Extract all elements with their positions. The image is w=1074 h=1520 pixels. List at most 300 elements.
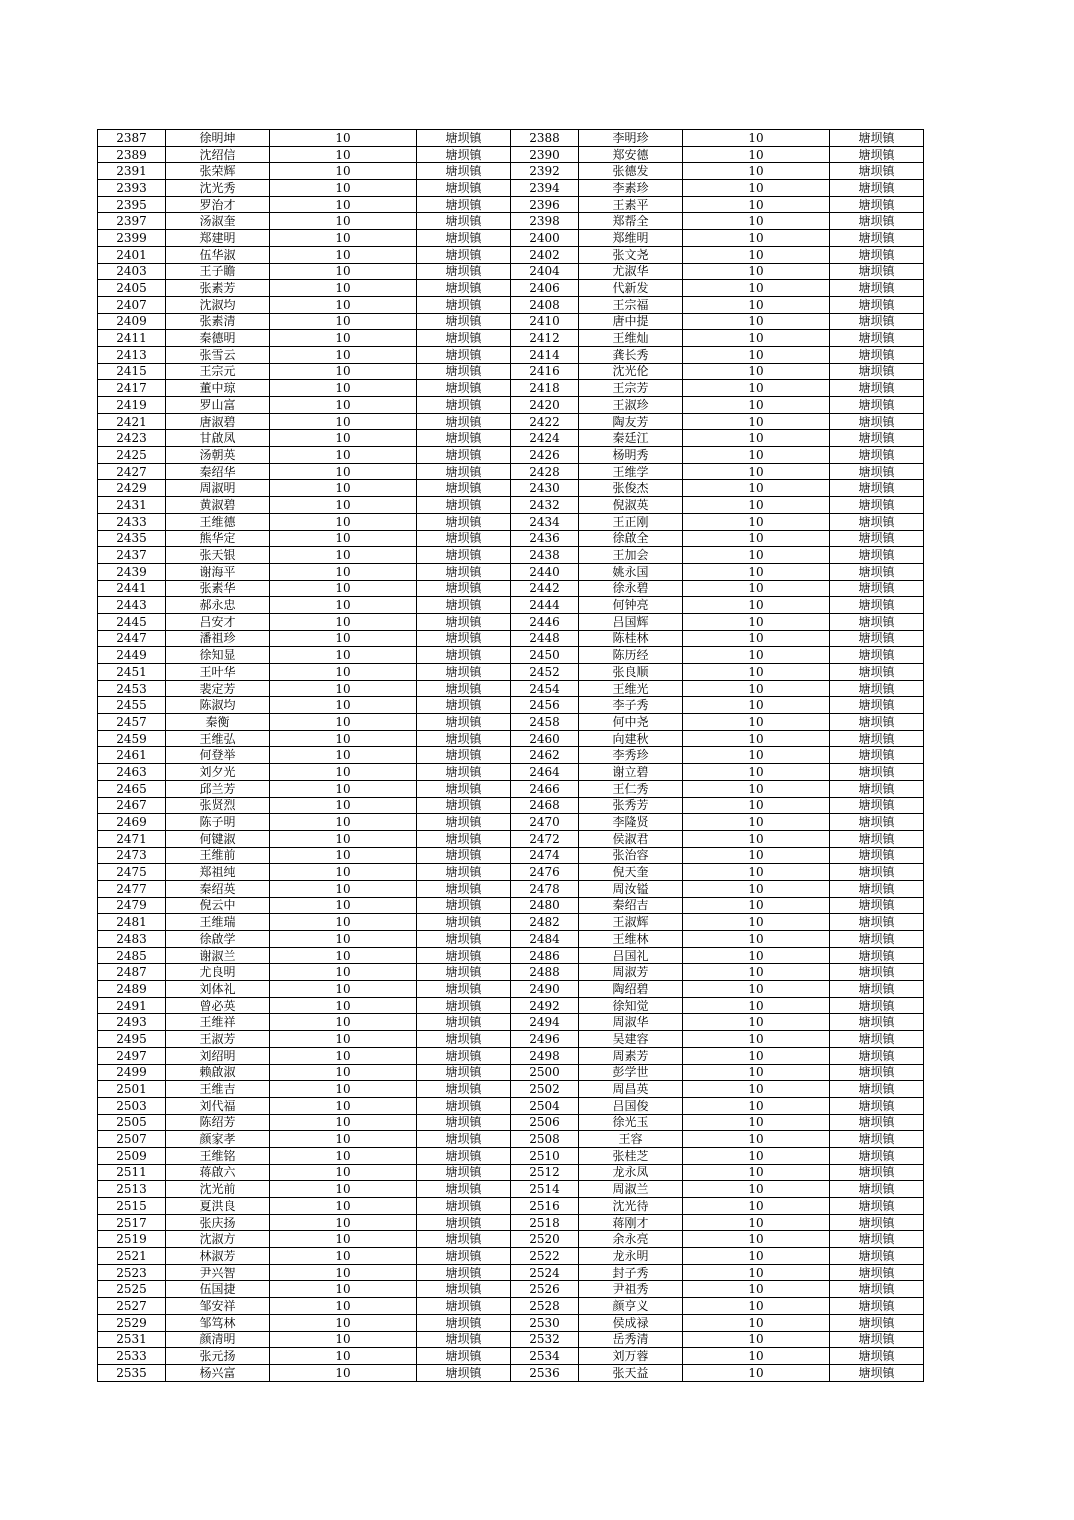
cell-id: 2400 <box>511 230 579 247</box>
cell-amount: 10 <box>683 246 830 263</box>
cell-name: 徐光玉 <box>579 1114 683 1131</box>
cell-amount: 10 <box>683 847 830 864</box>
cell-name: 吕国辉 <box>579 613 683 630</box>
cell-town: 塘坝镇 <box>417 296 511 313</box>
table-row <box>98 847 924 864</box>
table-row <box>98 1064 924 1081</box>
cell-town: 塘坝镇 <box>830 196 924 213</box>
cell-id: 2424 <box>511 430 579 447</box>
table-row <box>98 580 924 597</box>
cell-amount: 10 <box>683 1264 830 1281</box>
cell-amount: 10 <box>683 747 830 764</box>
cell-name: 王叶华 <box>166 664 270 681</box>
cell-town: 塘坝镇 <box>417 1031 511 1048</box>
table-row <box>98 730 924 747</box>
cell-name: 邹安祥 <box>166 1298 270 1315</box>
cell-town: 塘坝镇 <box>830 497 924 514</box>
cell-amount: 10 <box>270 280 417 297</box>
cell-id: 2476 <box>511 864 579 881</box>
cell-town: 塘坝镇 <box>830 1097 924 1114</box>
table-row <box>98 1081 924 1098</box>
cell-town: 塘坝镇 <box>830 380 924 397</box>
table-row <box>98 1364 924 1381</box>
cell-town: 塘坝镇 <box>830 630 924 647</box>
cell-id: 2478 <box>511 880 579 897</box>
table-row <box>98 1047 924 1064</box>
cell-name: 陈历经 <box>579 647 683 664</box>
cell-town: 塘坝镇 <box>417 246 511 263</box>
cell-amount: 10 <box>270 330 417 347</box>
cell-town: 塘坝镇 <box>830 363 924 380</box>
cell-id: 2485 <box>98 947 166 964</box>
cell-amount: 10 <box>270 580 417 597</box>
cell-town: 塘坝镇 <box>417 747 511 764</box>
cell-name: 黄淑碧 <box>166 497 270 514</box>
cell-name: 李隆贤 <box>579 814 683 831</box>
cell-id: 2419 <box>98 397 166 414</box>
cell-id: 2533 <box>98 1348 166 1365</box>
table-row <box>98 1114 924 1131</box>
table-row <box>98 1331 924 1348</box>
cell-town: 塘坝镇 <box>830 246 924 263</box>
cell-id: 2461 <box>98 747 166 764</box>
cell-amount: 10 <box>270 680 417 697</box>
cell-amount: 10 <box>270 814 417 831</box>
cell-town: 塘坝镇 <box>417 697 511 714</box>
cell-amount: 10 <box>683 580 830 597</box>
cell-amount: 10 <box>270 213 417 230</box>
cell-id: 2470 <box>511 814 579 831</box>
cell-amount: 10 <box>683 563 830 580</box>
cell-id: 2503 <box>98 1097 166 1114</box>
cell-town: 塘坝镇 <box>830 1264 924 1281</box>
cell-amount: 10 <box>683 880 830 897</box>
cell-name: 张雪云 <box>166 346 270 363</box>
cell-name: 王加会 <box>579 547 683 564</box>
cell-town: 塘坝镇 <box>417 397 511 414</box>
cell-town: 塘坝镇 <box>417 1364 511 1381</box>
cell-amount: 10 <box>270 246 417 263</box>
cell-amount: 10 <box>270 1014 417 1031</box>
cell-id: 2394 <box>511 180 579 197</box>
cell-name: 蒋刚才 <box>579 1214 683 1231</box>
cell-town: 塘坝镇 <box>830 1164 924 1181</box>
cell-name: 唐淑碧 <box>166 413 270 430</box>
cell-town: 塘坝镇 <box>417 597 511 614</box>
cell-id: 2456 <box>511 697 579 714</box>
cell-town: 塘坝镇 <box>830 597 924 614</box>
roster-table <box>97 129 924 1382</box>
cell-town: 塘坝镇 <box>417 1047 511 1064</box>
cell-id: 2410 <box>511 313 579 330</box>
cell-amount: 10 <box>683 447 830 464</box>
cell-name: 倪天奎 <box>579 864 683 881</box>
cell-town: 塘坝镇 <box>417 163 511 180</box>
cell-id: 2416 <box>511 363 579 380</box>
cell-name: 沈光伦 <box>579 363 683 380</box>
table-row <box>98 563 924 580</box>
cell-amount: 10 <box>270 797 417 814</box>
table-row <box>98 864 924 881</box>
cell-name: 李子秀 <box>579 697 683 714</box>
table-row <box>98 463 924 480</box>
cell-town: 塘坝镇 <box>417 413 511 430</box>
cell-name: 王维瑞 <box>166 914 270 931</box>
cell-town: 塘坝镇 <box>830 780 924 797</box>
cell-amount: 10 <box>270 597 417 614</box>
cell-name: 张桂芝 <box>579 1147 683 1164</box>
cell-town: 塘坝镇 <box>830 130 924 147</box>
cell-id: 2463 <box>98 764 166 781</box>
cell-name: 王维前 <box>166 847 270 864</box>
cell-id: 2455 <box>98 697 166 714</box>
cell-amount: 10 <box>270 430 417 447</box>
cell-id: 2452 <box>511 664 579 681</box>
cell-amount: 10 <box>270 664 417 681</box>
cell-name: 杨兴富 <box>166 1364 270 1381</box>
cell-name: 张素清 <box>166 313 270 330</box>
cell-amount: 10 <box>270 697 417 714</box>
cell-name: 徐永碧 <box>579 580 683 597</box>
table-row <box>98 647 924 664</box>
cell-name: 秦廷江 <box>579 430 683 447</box>
cell-town: 塘坝镇 <box>417 981 511 998</box>
cell-id: 2490 <box>511 981 579 998</box>
cell-name: 邱兰芳 <box>166 780 270 797</box>
table-row <box>98 346 924 363</box>
cell-town: 塘坝镇 <box>830 180 924 197</box>
cell-name: 郑帮全 <box>579 213 683 230</box>
table-row <box>98 163 924 180</box>
cell-name: 尹祖秀 <box>579 1281 683 1298</box>
cell-town: 塘坝镇 <box>417 764 511 781</box>
cell-amount: 10 <box>683 613 830 630</box>
cell-amount: 10 <box>683 864 830 881</box>
cell-amount: 10 <box>683 430 830 447</box>
table-row <box>98 1131 924 1148</box>
cell-id: 2474 <box>511 847 579 864</box>
cell-town: 塘坝镇 <box>417 213 511 230</box>
cell-town: 塘坝镇 <box>417 263 511 280</box>
cell-id: 2395 <box>98 196 166 213</box>
cell-name: 王维学 <box>579 463 683 480</box>
cell-id: 2464 <box>511 764 579 781</box>
cell-name: 周淑兰 <box>579 1181 683 1198</box>
cell-town: 塘坝镇 <box>830 1214 924 1231</box>
cell-amount: 10 <box>270 463 417 480</box>
cell-amount: 10 <box>270 630 417 647</box>
cell-id: 2495 <box>98 1031 166 1048</box>
cell-name: 王维弘 <box>166 730 270 747</box>
cell-amount: 10 <box>270 230 417 247</box>
cell-name: 秦衡 <box>166 714 270 731</box>
table-row <box>98 547 924 564</box>
cell-id: 2502 <box>511 1081 579 1098</box>
cell-amount: 10 <box>683 1248 830 1265</box>
cell-id: 2422 <box>511 413 579 430</box>
table-row <box>98 180 924 197</box>
cell-id: 2528 <box>511 1298 579 1315</box>
cell-amount: 10 <box>683 296 830 313</box>
cell-name: 王仁秀 <box>579 780 683 797</box>
cell-name: 曾必英 <box>166 997 270 1014</box>
table-row <box>98 1097 924 1114</box>
table-row <box>98 714 924 731</box>
cell-town: 塘坝镇 <box>830 1198 924 1215</box>
cell-id: 2512 <box>511 1164 579 1181</box>
cell-town: 塘坝镇 <box>830 880 924 897</box>
cell-town: 塘坝镇 <box>830 931 924 948</box>
cell-id: 2397 <box>98 213 166 230</box>
cell-amount: 10 <box>683 146 830 163</box>
cell-amount: 10 <box>683 630 830 647</box>
cell-id: 2469 <box>98 814 166 831</box>
cell-town: 塘坝镇 <box>417 1081 511 1098</box>
cell-town: 塘坝镇 <box>417 530 511 547</box>
cell-name: 罗山富 <box>166 397 270 414</box>
cell-town: 塘坝镇 <box>417 1264 511 1281</box>
cell-id: 2399 <box>98 230 166 247</box>
cell-town: 塘坝镇 <box>417 647 511 664</box>
cell-id: 2451 <box>98 664 166 681</box>
cell-name: 张元扬 <box>166 1348 270 1365</box>
cell-id: 2530 <box>511 1314 579 1331</box>
cell-name: 罗治才 <box>166 196 270 213</box>
cell-town: 塘坝镇 <box>417 1014 511 1031</box>
cell-name: 彭学世 <box>579 1064 683 1081</box>
cell-amount: 10 <box>270 847 417 864</box>
cell-town: 塘坝镇 <box>417 630 511 647</box>
cell-amount: 10 <box>683 780 830 797</box>
cell-id: 2532 <box>511 1331 579 1348</box>
cell-town: 塘坝镇 <box>830 1064 924 1081</box>
cell-name: 张庆扬 <box>166 1214 270 1231</box>
cell-amount: 10 <box>683 513 830 530</box>
table-row <box>98 747 924 764</box>
cell-name: 张良顺 <box>579 664 683 681</box>
cell-amount: 10 <box>683 1281 830 1298</box>
cell-amount: 10 <box>270 1131 417 1148</box>
cell-id: 2509 <box>98 1147 166 1164</box>
cell-name: 郝永忠 <box>166 597 270 614</box>
cell-amount: 10 <box>270 714 417 731</box>
cell-town: 塘坝镇 <box>830 413 924 430</box>
cell-id: 2468 <box>511 797 579 814</box>
cell-amount: 10 <box>683 764 830 781</box>
cell-id: 2387 <box>98 130 166 147</box>
cell-id: 2515 <box>98 1198 166 1215</box>
cell-town: 塘坝镇 <box>830 747 924 764</box>
cell-town: 塘坝镇 <box>417 330 511 347</box>
cell-id: 2390 <box>511 146 579 163</box>
table-row <box>98 246 924 263</box>
cell-town: 塘坝镇 <box>830 480 924 497</box>
cell-town: 塘坝镇 <box>417 513 511 530</box>
cell-id: 2507 <box>98 1131 166 1148</box>
cell-town: 塘坝镇 <box>417 1281 511 1298</box>
cell-id: 2426 <box>511 447 579 464</box>
cell-amount: 10 <box>683 914 830 931</box>
cell-amount: 10 <box>683 597 830 614</box>
cell-town: 塘坝镇 <box>830 397 924 414</box>
cell-town: 塘坝镇 <box>830 764 924 781</box>
cell-amount: 10 <box>683 213 830 230</box>
cell-name: 吕国礼 <box>579 947 683 964</box>
cell-id: 2529 <box>98 1314 166 1331</box>
cell-name: 何键淑 <box>166 830 270 847</box>
cell-town: 塘坝镇 <box>417 880 511 897</box>
table-row <box>98 664 924 681</box>
cell-amount: 10 <box>683 346 830 363</box>
table-row <box>98 497 924 514</box>
cell-id: 2483 <box>98 931 166 948</box>
cell-amount: 10 <box>270 130 417 147</box>
cell-id: 2498 <box>511 1047 579 1064</box>
table-row <box>98 630 924 647</box>
cell-name: 陶友芳 <box>579 413 683 430</box>
cell-town: 塘坝镇 <box>417 797 511 814</box>
cell-name: 尹兴智 <box>166 1264 270 1281</box>
cell-id: 2418 <box>511 380 579 397</box>
cell-town: 塘坝镇 <box>830 230 924 247</box>
cell-name: 潘祖珍 <box>166 630 270 647</box>
cell-name: 徐明坤 <box>166 130 270 147</box>
cell-amount: 10 <box>683 497 830 514</box>
cell-id: 2447 <box>98 630 166 647</box>
cell-id: 2489 <box>98 981 166 998</box>
cell-name: 周淑芳 <box>579 964 683 981</box>
table-row <box>98 1031 924 1048</box>
cell-id: 2398 <box>511 213 579 230</box>
cell-name: 王维吉 <box>166 1081 270 1098</box>
cell-amount: 10 <box>270 1047 417 1064</box>
cell-id: 2465 <box>98 780 166 797</box>
cell-name: 徐啟全 <box>579 530 683 547</box>
cell-town: 塘坝镇 <box>417 680 511 697</box>
cell-id: 2506 <box>511 1114 579 1131</box>
cell-id: 2496 <box>511 1031 579 1048</box>
table-row <box>98 230 924 247</box>
cell-amount: 10 <box>270 1331 417 1348</box>
table-row <box>98 697 924 714</box>
cell-amount: 10 <box>683 230 830 247</box>
cell-name: 周素芳 <box>579 1047 683 1064</box>
cell-id: 2511 <box>98 1164 166 1181</box>
cell-town: 塘坝镇 <box>830 897 924 914</box>
table-row <box>98 1281 924 1298</box>
cell-name: 汤朝英 <box>166 447 270 464</box>
cell-town: 塘坝镇 <box>417 664 511 681</box>
cell-amount: 10 <box>683 1047 830 1064</box>
cell-name: 王素平 <box>579 196 683 213</box>
cell-id: 2479 <box>98 897 166 914</box>
cell-id: 2429 <box>98 480 166 497</box>
table-row <box>98 1147 924 1164</box>
cell-id: 2430 <box>511 480 579 497</box>
cell-amount: 10 <box>683 714 830 731</box>
cell-town: 塘坝镇 <box>830 1364 924 1381</box>
cell-town: 塘坝镇 <box>417 931 511 948</box>
cell-town: 塘坝镇 <box>417 1131 511 1148</box>
cell-amount: 10 <box>683 1147 830 1164</box>
cell-town: 塘坝镇 <box>417 847 511 864</box>
cell-id: 2499 <box>98 1064 166 1081</box>
cell-name: 周淑明 <box>166 480 270 497</box>
cell-town: 塘坝镇 <box>830 513 924 530</box>
cell-amount: 10 <box>683 1348 830 1365</box>
cell-town: 塘坝镇 <box>830 847 924 864</box>
cell-name: 王宗元 <box>166 363 270 380</box>
cell-amount: 10 <box>683 263 830 280</box>
cell-name: 向建秋 <box>579 730 683 747</box>
cell-id: 2501 <box>98 1081 166 1098</box>
cell-amount: 10 <box>270 947 417 964</box>
cell-id: 2493 <box>98 1014 166 1031</box>
cell-town: 塘坝镇 <box>830 530 924 547</box>
cell-name: 王容 <box>579 1131 683 1148</box>
cell-amount: 10 <box>683 981 830 998</box>
cell-name: 刘体礼 <box>166 981 270 998</box>
cell-id: 2450 <box>511 647 579 664</box>
cell-name: 倪云中 <box>166 897 270 914</box>
cell-name: 王正刚 <box>579 513 683 530</box>
cell-town: 塘坝镇 <box>830 613 924 630</box>
cell-name: 王维德 <box>166 513 270 530</box>
cell-amount: 10 <box>683 330 830 347</box>
cell-id: 2388 <box>511 130 579 147</box>
cell-id: 2444 <box>511 597 579 614</box>
cell-id: 2486 <box>511 947 579 964</box>
cell-name: 王子瞻 <box>166 263 270 280</box>
cell-town: 塘坝镇 <box>830 447 924 464</box>
cell-town: 塘坝镇 <box>417 1248 511 1265</box>
cell-id: 2472 <box>511 830 579 847</box>
cell-id: 2445 <box>98 613 166 630</box>
cell-name: 张天银 <box>166 547 270 564</box>
cell-amount: 10 <box>683 680 830 697</box>
cell-amount: 10 <box>683 313 830 330</box>
cell-amount: 10 <box>683 480 830 497</box>
cell-amount: 10 <box>683 830 830 847</box>
cell-id: 2448 <box>511 630 579 647</box>
cell-town: 塘坝镇 <box>417 346 511 363</box>
cell-name: 秦绍华 <box>166 463 270 480</box>
cell-id: 2442 <box>511 580 579 597</box>
cell-name: 裴定芳 <box>166 680 270 697</box>
cell-name: 倪淑英 <box>579 497 683 514</box>
cell-town: 塘坝镇 <box>830 580 924 597</box>
cell-id: 2524 <box>511 1264 579 1281</box>
cell-amount: 10 <box>270 480 417 497</box>
cell-town: 塘坝镇 <box>417 196 511 213</box>
table-row <box>98 513 924 530</box>
cell-amount: 10 <box>270 1214 417 1231</box>
cell-amount: 10 <box>270 313 417 330</box>
cell-id: 2459 <box>98 730 166 747</box>
cell-amount: 10 <box>683 1064 830 1081</box>
cell-name: 尤良明 <box>166 964 270 981</box>
cell-town: 塘坝镇 <box>830 146 924 163</box>
cell-amount: 10 <box>270 163 417 180</box>
table-row <box>98 130 924 147</box>
cell-town: 塘坝镇 <box>417 1097 511 1114</box>
cell-town: 塘坝镇 <box>417 380 511 397</box>
cell-town: 塘坝镇 <box>830 981 924 998</box>
cell-town: 塘坝镇 <box>417 230 511 247</box>
cell-town: 塘坝镇 <box>830 280 924 297</box>
cell-amount: 10 <box>683 1014 830 1031</box>
cell-amount: 10 <box>270 830 417 847</box>
